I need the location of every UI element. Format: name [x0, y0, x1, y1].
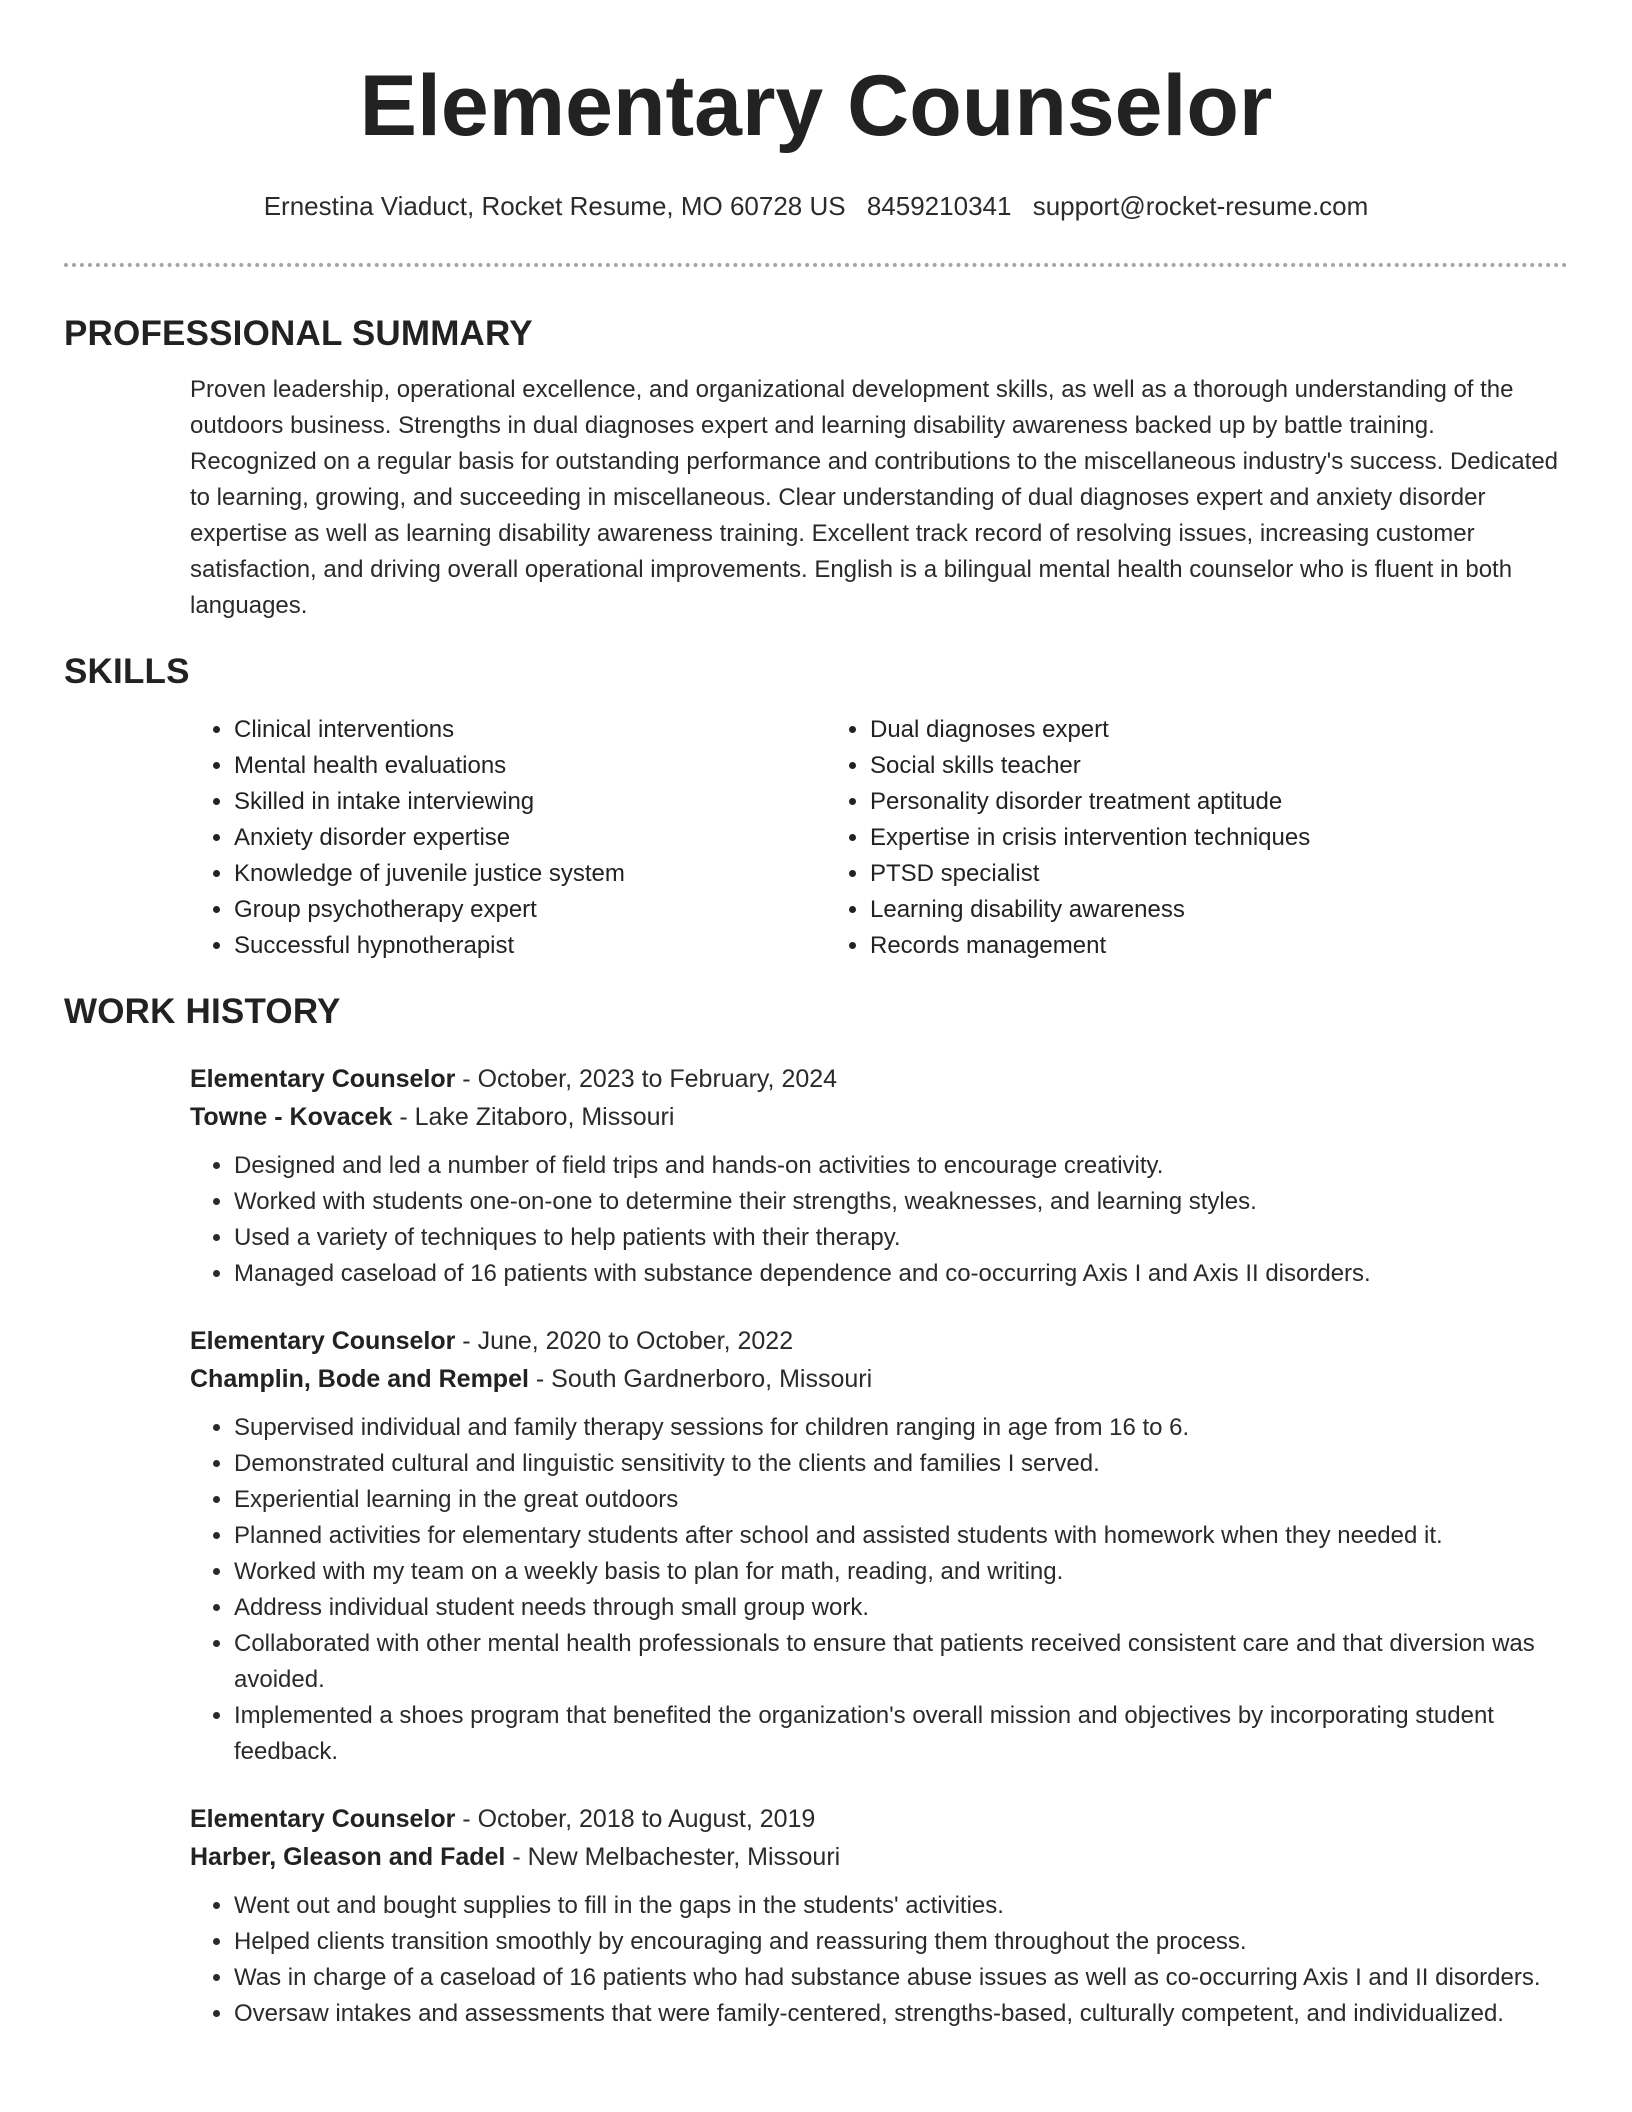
job-duty: • Managed caseload of 16 patients with substance dependence and co-occurring Axis I and Axis II disorders. [234, 1256, 1568, 1292]
job-company-line [190, 1360, 1568, 1398]
job-duty: • Worked with students one-on-one to determine their strengths, weaknesses, and learning styles. [234, 1184, 1568, 1220]
skill-item: • Skilled in intake interviewing [234, 784, 826, 820]
job-duty: • Oversaw intakes and assessments that were family-centered, strengths-based, culturally competent, and individualized. [234, 1996, 1568, 2032]
contact-line [64, 190, 1568, 222]
skill-item: • Group psychotherapy expert [234, 892, 826, 928]
resume-header [64, 0, 1568, 222]
job-duty: • Used a variety of techniques to help patients with their therapy. [234, 1220, 1568, 1256]
job-location: - South Gardnerboro, Missouri [528, 1365, 873, 1393]
skill-item: • PTSD specialist [870, 856, 1506, 892]
job-position: Elementary Counselor [190, 1805, 456, 1833]
job-duty: • Implemented a shoes program that benefited the organization's overall mission and objectives by incorporating student feedback. [234, 1698, 1568, 1770]
job-duties-list [190, 1410, 1568, 1770]
skill-item: • Records management [870, 928, 1506, 964]
skill-item: • Clinical interventions [234, 712, 826, 748]
job-duty: • Worked with my team on a weekly basis to plan for math, reading, and writing. [234, 1554, 1568, 1590]
skill-item: • Successful hypnotherapist [234, 928, 826, 964]
skill-item: • Dual diagnoses expert [870, 712, 1506, 748]
header-divider [64, 263, 1568, 267]
skill-item: • Social skills teacher [870, 748, 1506, 784]
professional-summary-section [64, 312, 1568, 624]
contact-email: support@rocket-resume.com [1032, 191, 1369, 221]
job-company: Towne - Kovacek [190, 1103, 393, 1131]
section-title-work-history: WORK HISTORY [64, 992, 341, 1031]
job-company-line [190, 1098, 1568, 1136]
summary-text: Proven leadership, operational excellence, and organizational development skills, as well as a thorough understanding of the outdoors business. Strengths in dual diagnoses expert and learning disability awareness backed up by battle training. Recognized on a regular basis for outstanding performance and contributions to the miscellaneous industry's success. Dedicated to learning, growing, and succeeding in miscellaneous. Clear understanding of dual diagnoses expert and anxiety disorder expertise as well as learning disability awareness training. Excellent track record of resolving issues, increasing customer satisfaction, and driving overall operational improvements. English is a bilingual mental health counselor who is fluent in both languages. [190, 376, 1559, 619]
job-duty: • Experiential learning in the great outdoors [234, 1482, 1568, 1518]
job-duty: • Address individual student needs through small group work. [234, 1590, 1568, 1626]
job-dates: - June, 2020 to October, 2022 [455, 1327, 794, 1355]
job-title-line [190, 1800, 1568, 1838]
skills-section [64, 650, 1568, 964]
job-duty: • Went out and bought supplies to fill in the gaps in the students' activities. [234, 1888, 1568, 1924]
job-entry [190, 1800, 1568, 2032]
skill-item: • Knowledge of juvenile justice system [234, 856, 826, 892]
skill-item: • Personality disorder treatment aptitude [870, 784, 1506, 820]
job-duty: • Was in charge of a caseload of 16 patients who had substance abuse issues as well as co-occurring Axis I and II disorders. [234, 1960, 1568, 1996]
skill-item: • Mental health evaluations [234, 748, 826, 784]
candidate-name: Elementary Counselor [359, 58, 1273, 154]
job-location: - New Melbachester, Missouri [505, 1843, 841, 1871]
job-duties-list [190, 1888, 1568, 2032]
skill-item: • Anxiety disorder expertise [234, 820, 826, 856]
job-dates: - October, 2023 to February, 2024 [455, 1065, 838, 1093]
section-title-summary: PROFESSIONAL SUMMARY [64, 314, 533, 353]
job-duty: • Collaborated with other mental health professionals to ensure that patients received consistent care and that diversion was avoided. [234, 1626, 1568, 1698]
job-position: Elementary Counselor [190, 1065, 456, 1093]
skills-column-left [190, 712, 826, 964]
job-duty: • Supervised individual and family therapy sessions for children ranging in age from 16 to 6. [234, 1410, 1568, 1446]
job-duty: • Designed and led a number of field trips and hands-on activities to encourage creativity. [234, 1148, 1568, 1184]
job-location: - Lake Zitaboro, Missouri [392, 1103, 675, 1131]
section-title-skills: SKILLS [64, 652, 190, 691]
skill-item: • Expertise in crisis intervention techniques [870, 820, 1506, 856]
job-duty: • Planned activities for elementary students after school and assisted students with homework when they needed it. [234, 1518, 1568, 1554]
job-duty: • Demonstrated cultural and linguistic sensitivity to the clients and families I served. [234, 1446, 1568, 1482]
skill-item: • Learning disability awareness [870, 892, 1506, 928]
job-dates: - October, 2018 to August, 2019 [455, 1805, 816, 1833]
job-duties-list [190, 1148, 1568, 1292]
job-company: Champlin, Bode and Rempel [190, 1365, 529, 1393]
job-position: Elementary Counselor [190, 1327, 456, 1355]
job-title-line [190, 1322, 1568, 1360]
contact-phone: 8459210341 [866, 191, 1012, 221]
job-title-line [190, 1060, 1568, 1098]
work-history-section [64, 990, 1568, 2032]
contact-address: Ernestina Viaduct, Rocket Resume, MO 60728 US [263, 191, 846, 221]
job-duty: • Helped clients transition smoothly by encouraging and reassuring them throughout the process. [234, 1924, 1568, 1960]
skills-grid [190, 712, 1568, 964]
job-entry [190, 1060, 1568, 1292]
job-company-line [190, 1838, 1568, 1876]
job-company: Harber, Gleason and Fadel [190, 1843, 506, 1871]
job-entry [190, 1322, 1568, 1770]
skills-column-right [826, 712, 1506, 964]
